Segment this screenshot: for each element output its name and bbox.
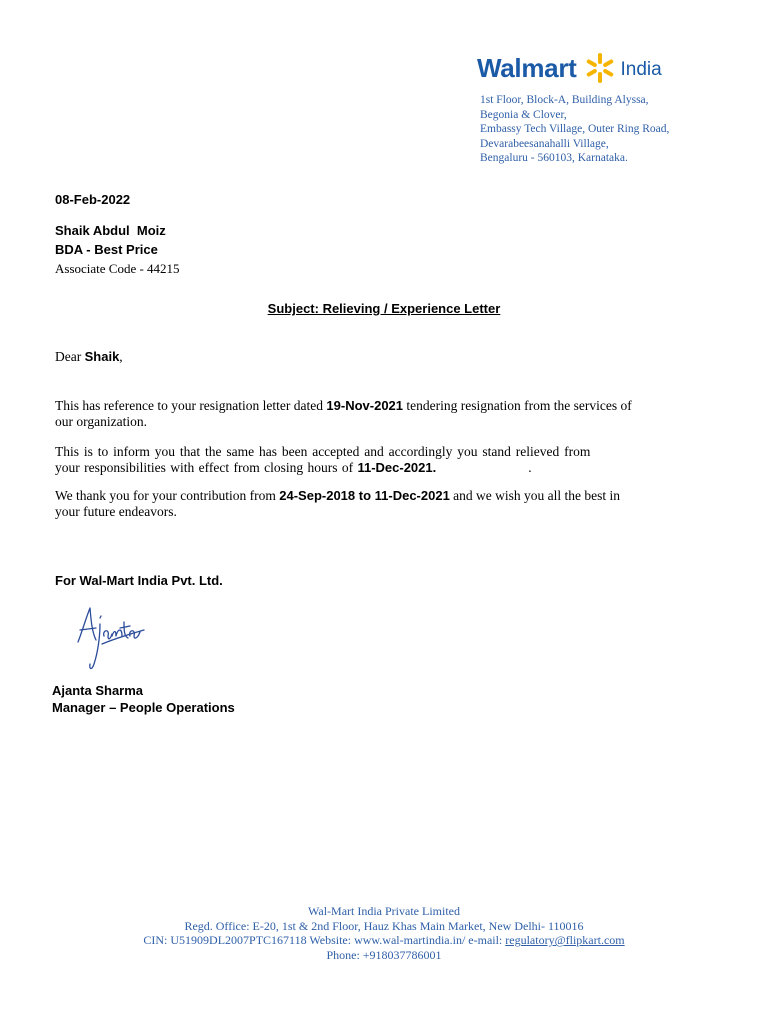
address-line: Bengaluru - 560103, Karnataka. <box>480 152 628 165</box>
handwritten-signature <box>72 602 152 674</box>
salutation <box>55 349 123 365</box>
salutation-suffix: , <box>119 349 123 364</box>
company-signoff: For Wal-Mart India Pvt. Ltd. <box>55 573 223 588</box>
paragraph-resignation <box>55 398 695 429</box>
paragraph-text: . <box>528 459 532 475</box>
tenure-dates: 24-Sep-2018 to 11-Dec-2021 <box>279 488 450 503</box>
paragraph-text: and we wish you all the best in <box>449 488 621 503</box>
paragraph-line: This is to inform you that the same has been accepted and accordingly you stand relieved from <box>55 444 591 459</box>
letter-date: 08-Feb-2022 <box>55 192 131 207</box>
paragraph-text: tendering resignation from the services of <box>403 398 632 413</box>
salutation-name: Shaik <box>84 349 120 364</box>
company-address <box>480 93 669 166</box>
paragraph-line: your future endeavors. <box>55 503 177 519</box>
footer-email-link[interactable]: regulatory@flipkart.com <box>505 933 625 948</box>
address-line: Embassy Tech Village, Outer Ring Road, <box>480 123 670 136</box>
associate-code: Associate Code - 44215 <box>55 261 180 276</box>
paragraph-line <box>55 488 695 504</box>
relieving-date: 11-Dec-2021. <box>357 459 437 475</box>
recipient-name: Shaik Abdul Moiz <box>55 223 166 238</box>
footer-phone: Phone: +918037786001 <box>326 947 442 962</box>
paragraph-line <box>55 460 695 476</box>
signatory-name: Ajanta Sharma <box>52 683 144 698</box>
letter-footer <box>0 904 768 962</box>
address-line: 1st Floor, Block-A, Building Alyssa, <box>480 94 649 106</box>
footer-cin-website <box>0 933 768 948</box>
address-line: Begonia & Clover, <box>480 108 567 121</box>
paragraph-text: This has reference to your resignation letter dated <box>55 398 327 413</box>
address-line: Devarabeesanahalli Village, <box>480 137 609 150</box>
paragraph-line: our organization. <box>55 413 147 429</box>
signatory-title: Manager – People Operations <box>52 700 235 715</box>
logo-region-text: India <box>620 59 662 80</box>
letter-subject: Subject: Relieving / Experience Letter <box>267 301 501 316</box>
resignation-date: 19-Nov-2021 <box>326 398 404 413</box>
logo-brand-text: Walmart <box>477 52 577 83</box>
paragraph-line <box>55 398 695 414</box>
walmart-spark-icon <box>583 51 617 85</box>
footer-cin-text: CIN: U51909DL2007PTC167118 Website: www.wal-martindia.in/ e-mail: <box>143 933 506 948</box>
paragraph-acceptance <box>55 444 695 475</box>
walmart-india-logo <box>477 46 662 90</box>
paragraph-text: your responsibilities with effect from closing hours of <box>55 459 358 475</box>
salutation-prefix: Dear <box>55 349 85 364</box>
footer-company: Wal-Mart India Private Limited <box>308 904 460 918</box>
recipient-designation: BDA - Best Price <box>55 242 158 257</box>
paragraph-text: We thank you for your contribution from <box>55 488 280 503</box>
paragraph-thanks <box>55 488 695 519</box>
footer-regd-office: Regd. Office: E-20, 1st & 2nd Floor, Hauz Khas Main Market, New Delhi- 110016 <box>184 918 584 933</box>
